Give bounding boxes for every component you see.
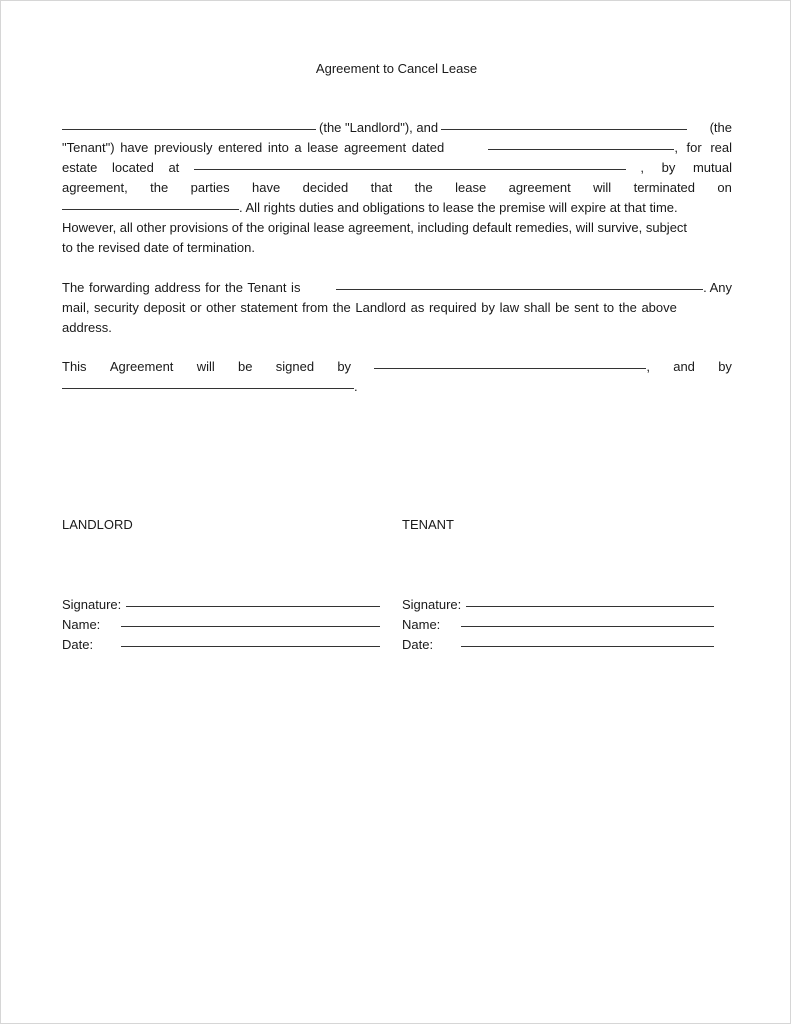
tenant-heading: TENANT (402, 517, 454, 532)
tenant-date-blank[interactable] (461, 646, 714, 647)
date-row (402, 637, 714, 657)
for-real-text: , for real (674, 140, 732, 155)
word: by (337, 359, 352, 374)
landlord-signature-blank[interactable] (126, 606, 380, 607)
name-label: Name: (402, 617, 441, 632)
property-address-blank[interactable] (194, 169, 626, 170)
word: on (717, 180, 732, 195)
word: decided (302, 180, 349, 195)
document-title: Agreement to Cancel Lease (315, 61, 478, 76)
word: This (62, 359, 87, 374)
word: will (196, 359, 215, 374)
paragraph-parties (62, 118, 732, 258)
by-mutual-text: , by mutual (640, 160, 732, 175)
tenant-name-blank[interactable] (441, 129, 687, 130)
paragraph-line (62, 118, 732, 138)
word: and (673, 359, 695, 374)
paragraph-line (62, 357, 732, 377)
date-label: Date: (402, 637, 434, 652)
word: terminated (633, 180, 696, 195)
revised-date-text: to the revised date of termination. (62, 240, 255, 255)
signature-row (402, 597, 714, 617)
termination-date-blank[interactable] (62, 209, 239, 210)
date-label: Date: (62, 637, 94, 652)
second-signer-blank[interactable] (62, 388, 354, 389)
signature-row (62, 597, 380, 617)
paragraph-line (62, 238, 732, 258)
the-text: (the (709, 120, 732, 135)
tenant-reference: "Tenant") have previously entered into a lease agreement dated (62, 140, 445, 155)
paragraph-line (62, 158, 732, 178)
word: signed (275, 359, 315, 374)
signature-label: Signature: (62, 597, 122, 612)
word: the (150, 180, 169, 195)
forwarding-address-blank[interactable] (336, 289, 703, 290)
landlord-name-blank[interactable] (62, 129, 316, 130)
word: Agreement (109, 359, 174, 374)
paragraph-line (62, 298, 732, 318)
word: be (238, 359, 253, 374)
word: have (252, 180, 281, 195)
word: parties (190, 180, 230, 195)
paragraph-forwarding (62, 278, 732, 338)
first-signer-blank[interactable] (374, 368, 646, 369)
lease-date-blank[interactable] (488, 149, 674, 150)
paragraph-line (62, 318, 732, 338)
paragraph-line (62, 198, 732, 218)
landlord-signature-block (62, 597, 380, 657)
landlord-date-blank[interactable] (121, 646, 380, 647)
date-row (62, 637, 380, 657)
paragraph-line (62, 138, 732, 158)
paragraph-line (62, 218, 732, 238)
paragraph-signing (62, 357, 732, 397)
name-row (62, 617, 380, 637)
word: agreement, (62, 180, 128, 195)
paragraph-line (62, 278, 732, 298)
comma: , (646, 359, 650, 374)
tenant-signature-block (402, 597, 714, 657)
forwarding-text: The forwarding address for the Tenant is (62, 280, 301, 295)
landlord-reference: (the "Landlord"), and (319, 120, 439, 135)
landlord-name-blank[interactable] (121, 626, 380, 627)
word: the (414, 180, 433, 195)
mail-text: mail, security deposit or other statement from the Landlord as required by law shall be sent to the above (62, 300, 677, 315)
tenant-signature-blank[interactable] (466, 606, 714, 607)
word: by (718, 359, 732, 374)
name-label: Name: (62, 617, 101, 632)
address-text: address. (62, 320, 112, 335)
provisions-text: However, all other provisions of the original lease agreement, including default remedies, will survive, subject (62, 220, 688, 235)
any-text: . Any (703, 280, 732, 295)
name-row (402, 617, 714, 637)
tenant-name-blank[interactable] (461, 626, 714, 627)
word: lease (455, 180, 487, 195)
paragraph-line (62, 178, 732, 198)
word: at (168, 160, 180, 175)
word: located (111, 160, 154, 175)
word: will (593, 180, 612, 195)
word: estate (62, 160, 98, 175)
signature-label: Signature: (402, 597, 462, 612)
paragraph-line (62, 377, 732, 397)
word: that (370, 180, 393, 195)
landlord-heading: LANDLORD (62, 517, 133, 532)
rights-text: . All rights duties and obligations to lease the premise will expire at that time. (239, 200, 678, 215)
word: agreement (508, 180, 571, 195)
period: . (354, 379, 358, 394)
